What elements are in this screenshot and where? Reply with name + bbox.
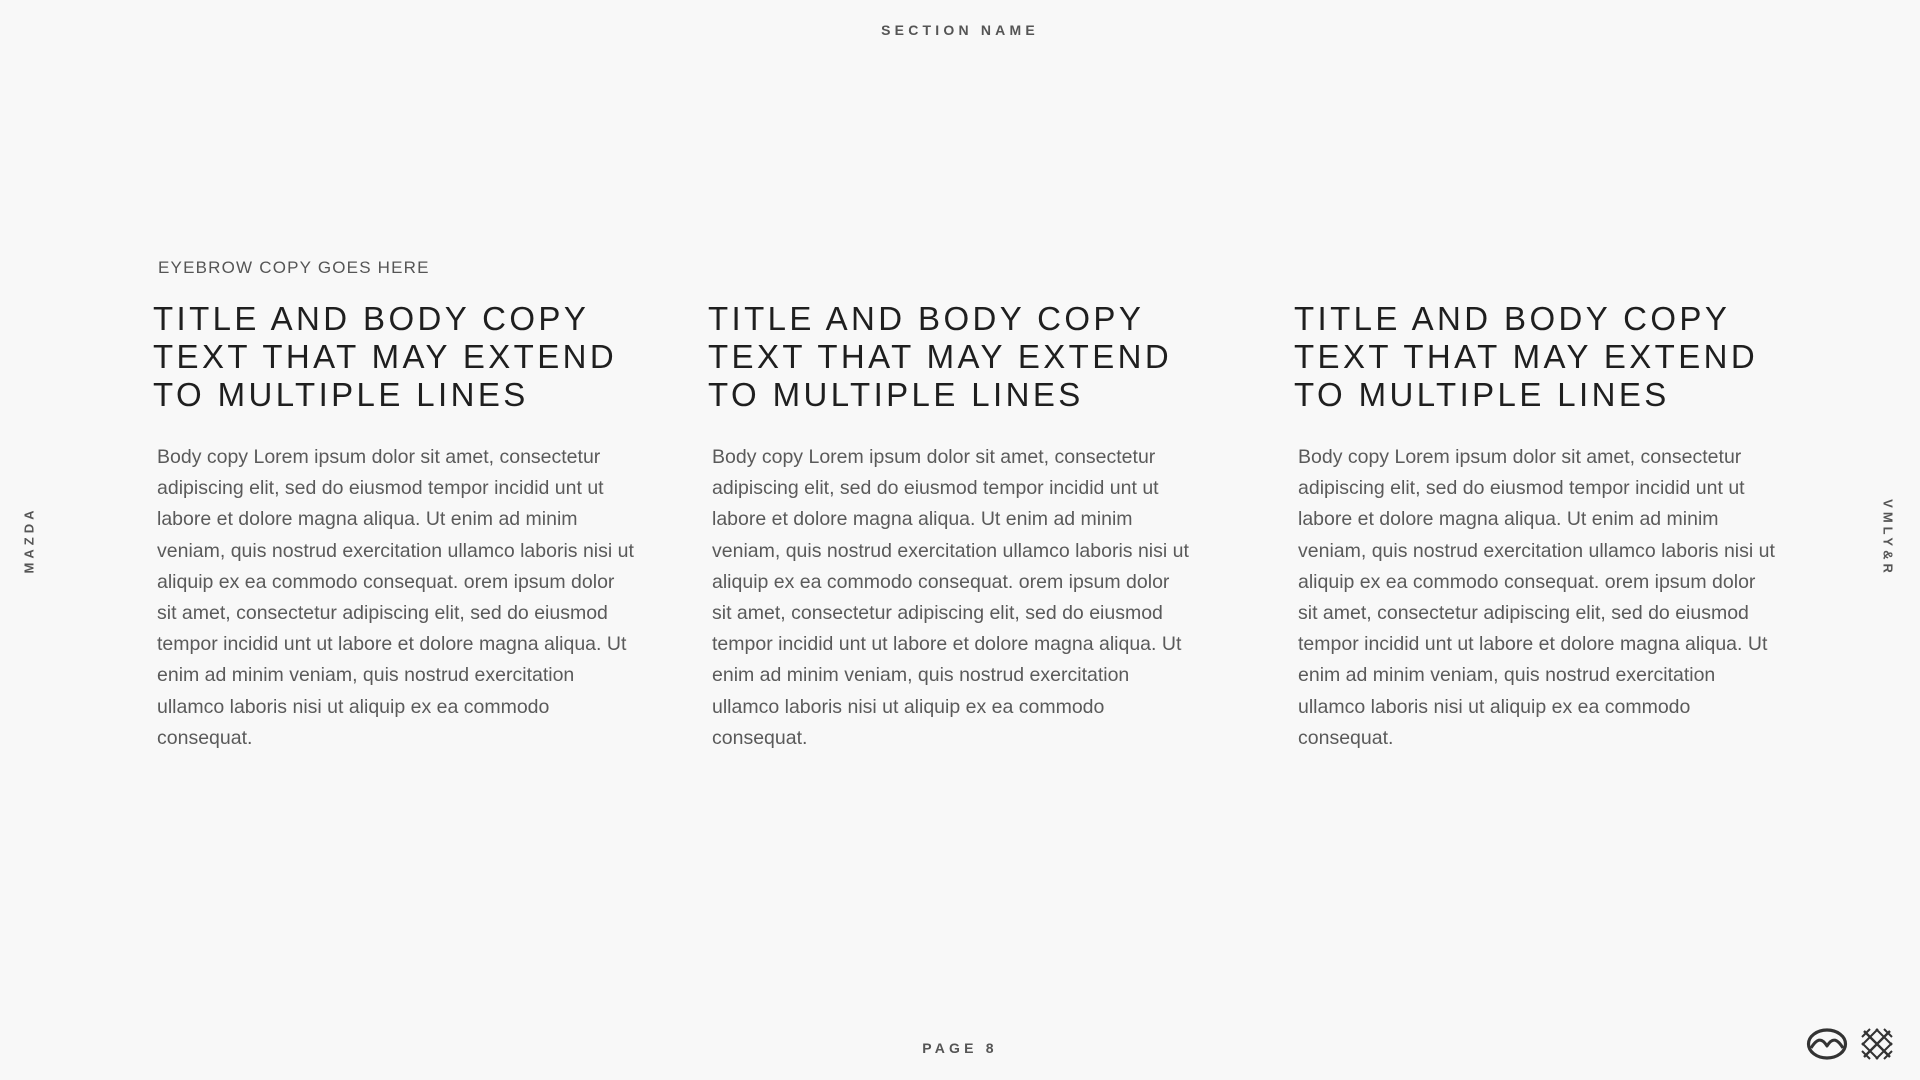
content-column-2 [708, 300, 1208, 754]
column-title: TITLE AND BODY COPY TEXT THAT MAY EXTEND TO MULTIPLE LINES [153, 300, 618, 413]
eyebrow-copy: EYEBROW COPY GOES HERE [158, 258, 430, 277]
vmlyr-logo-icon [1860, 1027, 1894, 1061]
vertical-agency-label-right: VMLY&R [1880, 499, 1896, 577]
column-body: Body copy Lorem ipsum dolor sit amet, consectetur adipiscing elit, sed do eiusmod tempor incidid unt ut labore et dolore magna aliqua. Ut enim ad minim veniam, quis nostrud exercitation ullamco laboris nisi ut aliquip ex ea commodo consequat. orem ipsum dolor sit amet, consectetur adipiscing elit, sed do eiusmod tempor incidid unt ut labore et dolore magna aliqua. Ut enim ad minim veniam, quis nostrud exercitation ullamco laboris nisi ut aliquip ex ea commodo consequat. [1298, 446, 1775, 749]
content-column-1 [153, 300, 653, 754]
vertical-brand-label-left: MAZDA [21, 506, 37, 574]
column-title: TITLE AND BODY COPY TEXT THAT MAY EXTEND TO MULTIPLE LINES [1294, 300, 1759, 413]
section-name: SECTION NAME [881, 22, 1039, 38]
column-body: Body copy Lorem ipsum dolor sit amet, consectetur adipiscing elit, sed do eiusmod tempor incidid unt ut labore et dolore magna aliqua. Ut enim ad minim veniam, quis nostrud exercitation ullamco laboris nisi ut aliquip ex ea commodo consequat. orem ipsum dolor sit amet, consectetur adipiscing elit, sed do eiusmod tempor incidid unt ut labore et dolore magna aliqua. Ut enim ad minim veniam, quis nostrud exercitation ullamco laboris nisi ut aliquip ex ea commodo consequat. [157, 446, 634, 749]
column-body: Body copy Lorem ipsum dolor sit amet, consectetur adipiscing elit, sed do eiusmod tempor incidid unt ut labore et dolore magna aliqua. Ut enim ad minim veniam, quis nostrud exercitation ullamco laboris nisi ut aliquip ex ea commodo consequat. orem ipsum dolor sit amet, consectetur adipiscing elit, sed do eiusmod tempor incidid unt ut labore et dolore magna aliqua. Ut enim ad minim veniam, quis nostrud exercitation ullamco laboris nisi ut aliquip ex ea commodo consequat. [712, 446, 1189, 749]
page-number: PAGE 8 [922, 1040, 998, 1056]
mazda-logo-icon [1806, 1026, 1848, 1062]
column-title: TITLE AND BODY COPY TEXT THAT MAY EXTEND TO MULTIPLE LINES [708, 300, 1173, 413]
content-column-3 [1294, 300, 1794, 754]
